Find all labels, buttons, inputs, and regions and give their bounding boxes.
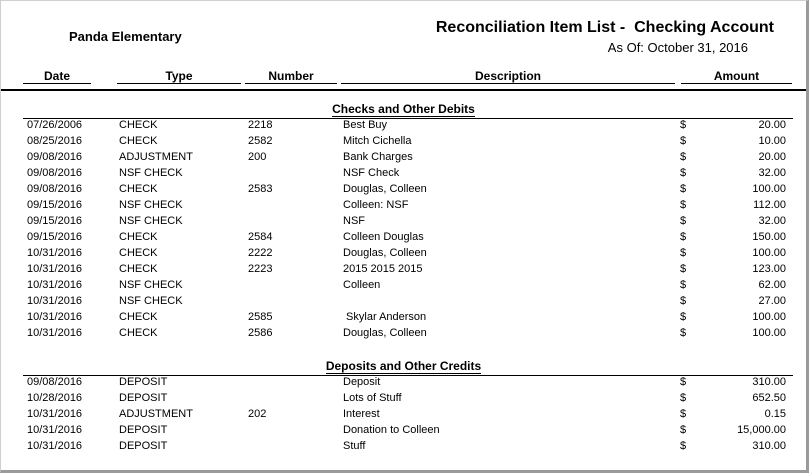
row-type: NSF CHECK — [119, 215, 183, 227]
row-description: Colleen: NSF — [343, 199, 409, 211]
row-amount: 310.00 — [752, 440, 786, 452]
row-amount: 112.00 — [753, 199, 786, 211]
row-amount: 150.00 — [752, 231, 786, 243]
row-description: NSF Check — [343, 167, 400, 179]
row-type: CHECK — [119, 183, 158, 195]
row-type: DEPOSIT — [119, 392, 168, 404]
row-date: 09/08/2016 — [27, 376, 83, 388]
row-currency: $ — [680, 247, 687, 259]
row-date: 10/31/2016 — [27, 295, 83, 307]
row-currency: $ — [680, 151, 687, 163]
row-currency: $ — [680, 279, 687, 291]
row-currency: $ — [680, 327, 687, 339]
row-amount: 652.50 — [752, 392, 786, 404]
row-description: Deposit — [343, 376, 381, 388]
header-rule — [1, 89, 806, 91]
row-type: NSF CHECK — [119, 199, 183, 211]
table-row — [1, 327, 806, 343]
table-row — [1, 392, 806, 408]
row-type: DEPOSIT — [119, 376, 168, 388]
row-description: Interest — [343, 408, 380, 420]
table-row — [1, 424, 806, 440]
column-header-number: Number — [245, 69, 337, 84]
row-number: 2586 — [248, 327, 273, 339]
as-of-date: As Of: October 31, 2016 — [607, 40, 748, 55]
row-type: CHECK — [119, 231, 158, 243]
table-row — [1, 440, 806, 456]
row-type: CHECK — [119, 135, 158, 147]
table-row — [1, 295, 806, 311]
table-row — [1, 247, 806, 263]
row-number: 2584 — [248, 231, 273, 243]
row-currency: $ — [680, 119, 687, 131]
row-currency: $ — [680, 311, 687, 323]
table-row — [1, 311, 806, 327]
row-description: Colleen Douglas — [343, 231, 424, 243]
row-currency: $ — [680, 215, 687, 227]
row-date: 10/31/2016 — [27, 247, 83, 259]
row-date: 10/31/2016 — [27, 279, 83, 291]
row-date: 10/31/2016 — [27, 424, 83, 436]
row-amount: 27.00 — [758, 295, 786, 307]
row-date: 10/31/2016 — [27, 440, 83, 452]
row-description: Colleen — [343, 279, 381, 291]
row-amount: 20.00 — [758, 119, 786, 131]
section-title: Checks and Other Debits — [332, 102, 475, 116]
row-type: ADJUSTMENT — [119, 151, 193, 163]
row-description: Lots of Stuff — [343, 392, 402, 404]
row-date: 10/31/2016 — [27, 263, 83, 275]
row-description: Stuff — [343, 440, 366, 452]
table-row — [1, 167, 806, 183]
row-description: NSF — [343, 215, 365, 227]
row-number: 2218 — [248, 119, 273, 131]
row-description: Douglas, Colleen — [343, 247, 427, 259]
table-row — [1, 151, 806, 167]
row-currency: $ — [680, 167, 687, 179]
row-currency: $ — [680, 231, 687, 243]
row-type: CHECK — [119, 119, 158, 131]
row-type: CHECK — [119, 311, 158, 323]
row-amount: 20.00 — [758, 151, 786, 163]
row-description: Best Buy — [343, 119, 388, 131]
row-amount: 100.00 — [752, 247, 786, 259]
row-date: 07/26/2006 — [27, 119, 83, 131]
section-title: Deposits and Other Credits — [325, 359, 482, 373]
row-type: CHECK — [119, 263, 158, 275]
row-currency: $ — [680, 199, 687, 211]
table-row — [1, 376, 806, 392]
section-heading — [1, 102, 806, 116]
row-currency: $ — [680, 376, 687, 388]
row-amount: 100.00 — [752, 183, 786, 195]
row-currency: $ — [680, 135, 687, 147]
row-currency: $ — [680, 424, 687, 436]
row-number: 2582 — [248, 135, 273, 147]
row-amount: 310.00 — [752, 376, 786, 388]
row-type: CHECK — [119, 247, 158, 259]
row-type: DEPOSIT — [119, 440, 168, 452]
row-amount: 100.00 — [752, 327, 786, 339]
row-currency: $ — [680, 408, 687, 420]
row-date: 10/31/2016 — [27, 311, 83, 323]
row-type: CHECK — [119, 327, 158, 339]
row-amount: 100.00 — [752, 311, 786, 323]
row-description: Donation to Colleen — [343, 424, 440, 436]
table-row — [1, 199, 806, 215]
row-currency: $ — [680, 263, 687, 275]
row-date: 10/28/2016 — [27, 392, 83, 404]
row-type: ADJUSTMENT — [119, 408, 193, 420]
table-row — [1, 408, 806, 424]
row-date: 10/31/2016 — [27, 408, 83, 420]
row-description: Mitch Cichella — [343, 135, 412, 147]
row-currency: $ — [680, 295, 687, 307]
row-date: 09/08/2016 — [27, 167, 83, 179]
column-header-amount: Amount — [681, 69, 792, 84]
row-amount: 32.00 — [758, 167, 786, 179]
row-date: 09/15/2016 — [27, 199, 83, 211]
row-currency: $ — [680, 183, 687, 195]
row-description: Skylar Anderson — [343, 311, 427, 323]
row-amount: 10.00 — [758, 135, 786, 147]
column-header-date: Date — [23, 69, 91, 84]
row-date: 09/08/2016 — [27, 151, 83, 163]
table-row — [1, 215, 806, 231]
table-row — [1, 183, 806, 199]
row-number: 202 — [248, 408, 267, 420]
section-heading — [1, 359, 806, 373]
table-row — [1, 263, 806, 279]
row-type: DEPOSIT — [119, 424, 168, 436]
row-amount: 0.15 — [764, 408, 786, 420]
row-description: Douglas, Colleen — [343, 327, 427, 339]
row-description: 2015 2015 2015 — [343, 263, 423, 275]
row-number: 2583 — [248, 183, 273, 195]
table-row — [1, 135, 806, 151]
row-description: Bank Charges — [343, 151, 413, 163]
row-number: 2223 — [248, 263, 273, 275]
row-amount: 123.00 — [752, 263, 786, 275]
row-type: NSF CHECK — [119, 295, 183, 307]
column-header-type: Type — [117, 69, 241, 84]
report-title: Reconciliation Item List - Checking Account — [435, 19, 774, 36]
row-date: 08/25/2016 — [27, 135, 83, 147]
column-header-description: Description — [341, 69, 675, 84]
table-row — [1, 231, 806, 247]
row-number: 2222 — [248, 247, 273, 259]
row-type: NSF CHECK — [119, 279, 183, 291]
row-type: NSF CHECK — [119, 167, 183, 179]
row-number: 200 — [248, 151, 267, 163]
organization-name: Panda Elementary — [69, 29, 182, 44]
row-date: 09/15/2016 — [27, 231, 83, 243]
row-amount: 15,000.00 — [737, 424, 786, 436]
table-row — [1, 279, 806, 295]
row-number: 2585 — [248, 311, 273, 323]
row-currency: $ — [680, 440, 687, 452]
row-date: 10/31/2016 — [27, 327, 83, 339]
row-date: 09/15/2016 — [27, 215, 83, 227]
table-row — [1, 119, 806, 135]
row-description: Douglas, Colleen — [343, 183, 427, 195]
row-currency: $ — [680, 392, 687, 404]
row-amount: 32.00 — [758, 215, 786, 227]
row-date: 09/08/2016 — [27, 183, 83, 195]
row-amount: 62.00 — [758, 279, 786, 291]
